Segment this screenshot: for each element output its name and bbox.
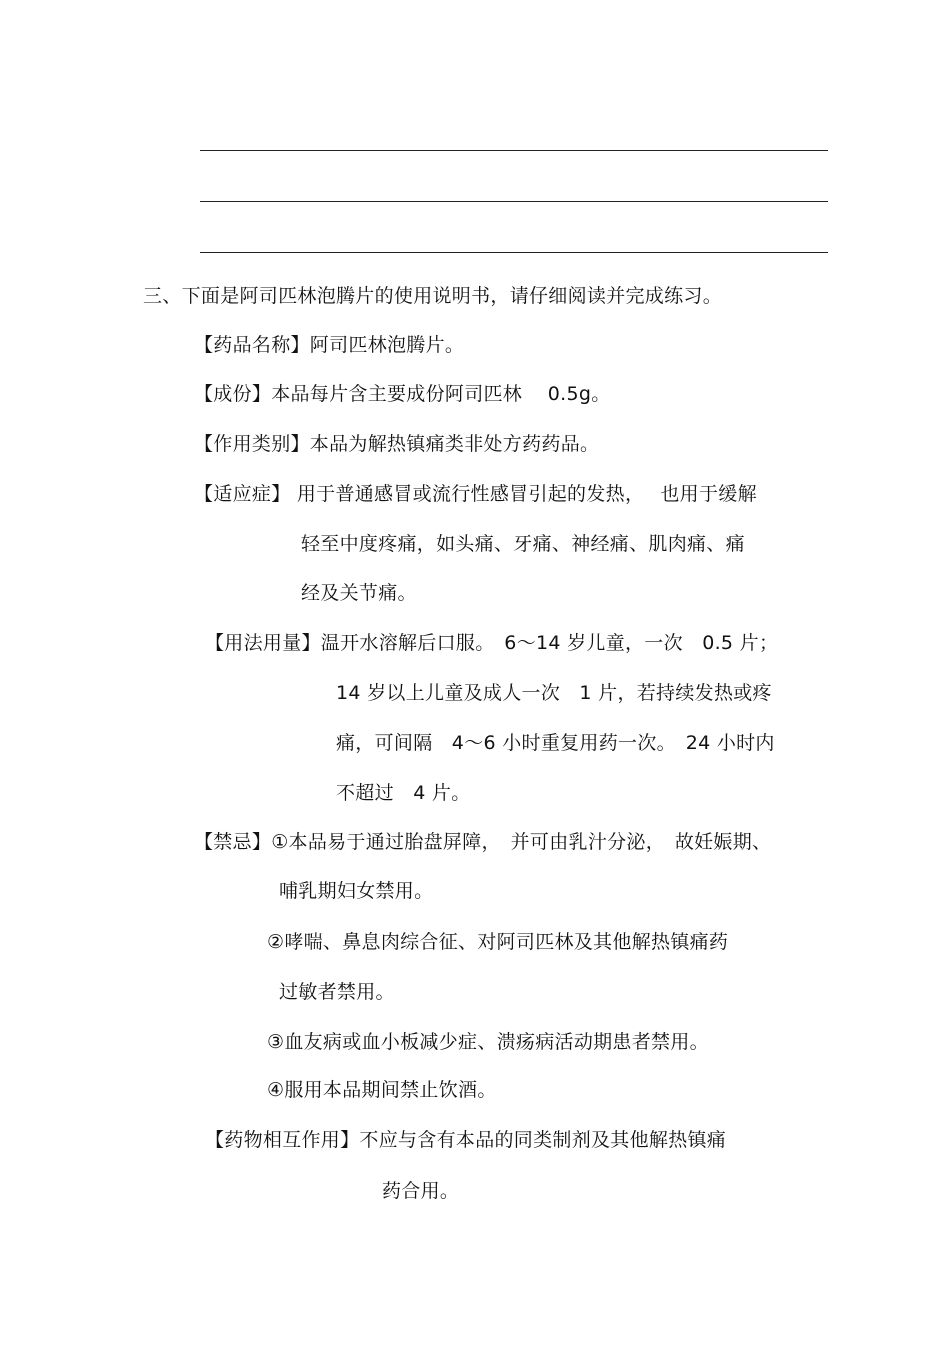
indications-line-2: 轻至中度疼痛，如头痛、牙痛、神经痛、肌肉痛、痛 xyxy=(301,533,745,555)
contraindications-line-1: 【禁忌】①本品易于通过胎盘屏障， 并可由乳汁分泌， 故妊娠期、 xyxy=(194,831,772,853)
contraindications-line-6: ④服用本品期间禁止饮酒。 xyxy=(267,1079,497,1101)
dosage-line-1: 【用法用量】温开水溶解后口服。 6～14 岁儿童，一次 0.5 片； xyxy=(205,632,779,654)
indications-line-1: 【适应症】 用于普通感冒或流行性感冒引起的发热， 也用于缓解 xyxy=(194,483,757,505)
dosage-line-2: 14 岁以上儿童及成人一次 1 片，若持续发热或疼 xyxy=(336,682,772,704)
interactions-line-2: 药合用。 xyxy=(382,1180,460,1202)
answer-line-3[interactable] xyxy=(200,252,828,253)
contraindications-line-2: 哺乳期妇女禁用。 xyxy=(279,880,434,902)
contraindications-line-4: 过敏者禁用。 xyxy=(279,981,395,1003)
question-heading: 三、下面是阿司匹林泡腾片的使用说明书，请仔细阅读并完成练习。 xyxy=(143,285,723,307)
contraindications-line-3: ②哮喘、鼻息肉综合征、对阿司匹林及其他解热镇痛药 xyxy=(267,931,729,953)
contraindications-line-5: ③血友病或血小板减少症、溃疡病活动期患者禁用。 xyxy=(267,1031,709,1053)
drug-ingredient: 【成份】本品每片含主要成份阿司匹林 0.5g。 xyxy=(194,383,611,405)
answer-line-2[interactable] xyxy=(200,201,828,202)
drug-category: 【作用类别】本品为解热镇痛类非处方药药品。 xyxy=(194,433,600,455)
drug-name: 【药品名称】阿司匹林泡腾片。 xyxy=(194,334,465,356)
indications-line-3: 经及关节痛。 xyxy=(301,582,417,604)
dosage-line-4: 不超过 4 片。 xyxy=(336,782,471,804)
answer-line-1[interactable] xyxy=(200,150,828,151)
dosage-line-3: 痛，可间隔 4～6 小时重复用药一次。 24 小时内 xyxy=(336,732,775,754)
interactions-line-1: 【药物相互作用】不应与含有本品的同类制剂及其他解热镇痛 xyxy=(205,1129,727,1151)
